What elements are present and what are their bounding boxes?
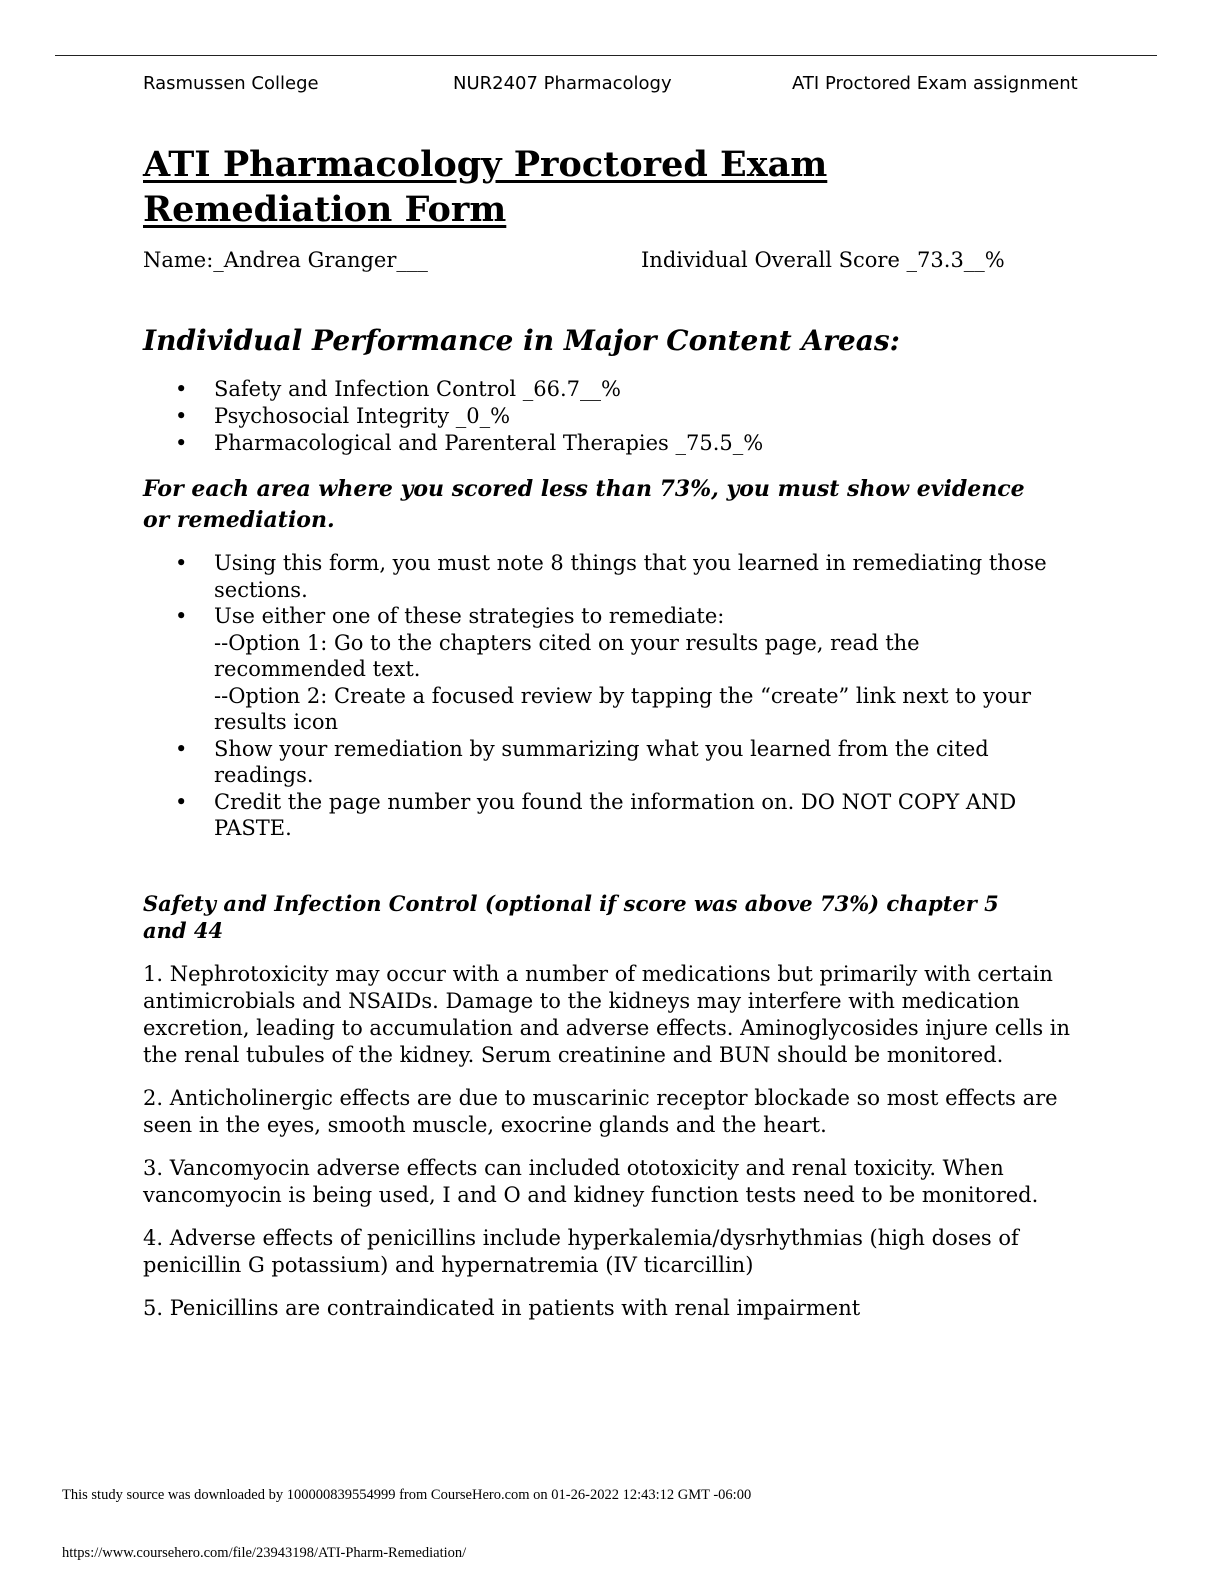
header-institution: Rasmussen College [143, 73, 319, 94]
list-item [143, 550, 1075, 603]
title-line-2: Remediation Form [143, 189, 507, 230]
title-line-1: ATI Pharmacology Proctored Exam [143, 144, 828, 185]
instructions-heading: For each area where you scored less than 73%, you must show evidence or remediation. [143, 476, 1025, 533]
instructions-list [143, 550, 1075, 842]
note-paragraph: 2. Anticholinergic effects are due to muscarinic receptor blockade so most effects are seen in the eyes, smooth muscle, exocrine glands and the heart. [143, 1086, 1058, 1137]
header-course: NUR2407 Pharmacology [453, 73, 672, 94]
list-item: • Pharmacological and Parenteral Therapies _75.5_% [143, 430, 1103, 457]
option-1-text: --Option 1: Go to the chapters cited on your results page, read the recommended text. [214, 630, 920, 681]
student-name: Name:_Andrea Granger___ [143, 248, 428, 272]
list-item: • Safety and Infection Control _66.7__% [143, 376, 1103, 403]
overall-score: Individual Overall Score _73.3__% [641, 248, 1005, 272]
section-heading: Safety and Infection Control (optional if score was above 73%) chapter 5 and 44 [143, 891, 999, 943]
list-item [143, 736, 1075, 789]
header-assignment: ATI Proctored Exam assignment [792, 73, 1078, 94]
download-source-note: This study source was downloaded by 100000839554999 from CourseHero.com on 01-26-2022 12:43:12 GMT -06:00 [62, 1487, 752, 1503]
page-header [143, 73, 1078, 97]
header-rule [55, 55, 1157, 56]
page-title [143, 142, 1103, 232]
list-item [143, 789, 1075, 842]
list-item: • Psychosocial Integrity _0_% [143, 403, 1103, 430]
option-2-text: --Option 2: Create a focused review by tapping the “create” link next to your results icon [214, 683, 1032, 734]
instruction-text: Show your remediation by summarizing what you learned from the cited readings. [214, 736, 989, 787]
note-paragraph: 4. Adverse effects of penicillins include hyperkalemia/dysrhythmias (high doses of penicillin G potassium) and hypernatremia (IV ticarcillin) [143, 1226, 1019, 1277]
performance-heading: Individual Performance in Major Content Areas: [143, 324, 900, 357]
note-paragraph: 3. Vancomyocin adverse effects can included ototoxicity and renal toxicity. When vancomyocin is being used, I and O and kidney function tests need to be monitored. [143, 1156, 1039, 1207]
source-url: https://www.coursehero.com/file/23943198/ATI-Pharm-Remediation/ [62, 1545, 467, 1561]
instruction-text: Using this form, you must note 8 things that you learned in remediating those sections. [214, 551, 1047, 602]
remediation-notes [143, 961, 1073, 1338]
note-paragraph: 5. Penicillins are contraindicated in patients with renal impairment [143, 1296, 861, 1320]
content-area-list [143, 376, 1103, 457]
list-item [143, 603, 1075, 736]
instruction-text: Use either one of these strategies to remediate: [214, 604, 725, 628]
instruction-text: Credit the page number you found the information on. DO NOT COPY AND PASTE. [214, 789, 1017, 840]
note-paragraph: 1. Nephrotoxicity may occur with a number of medications but primarily with certain antimicrobials and NSAIDs. Damage to the kidneys may interfere with medication excretion, leading to accumulation and adverse effects. Aminoglycosides injure cells in the renal tubules of the kidney. Serum creatinine and BUN should be monitored. [143, 962, 1071, 1067]
